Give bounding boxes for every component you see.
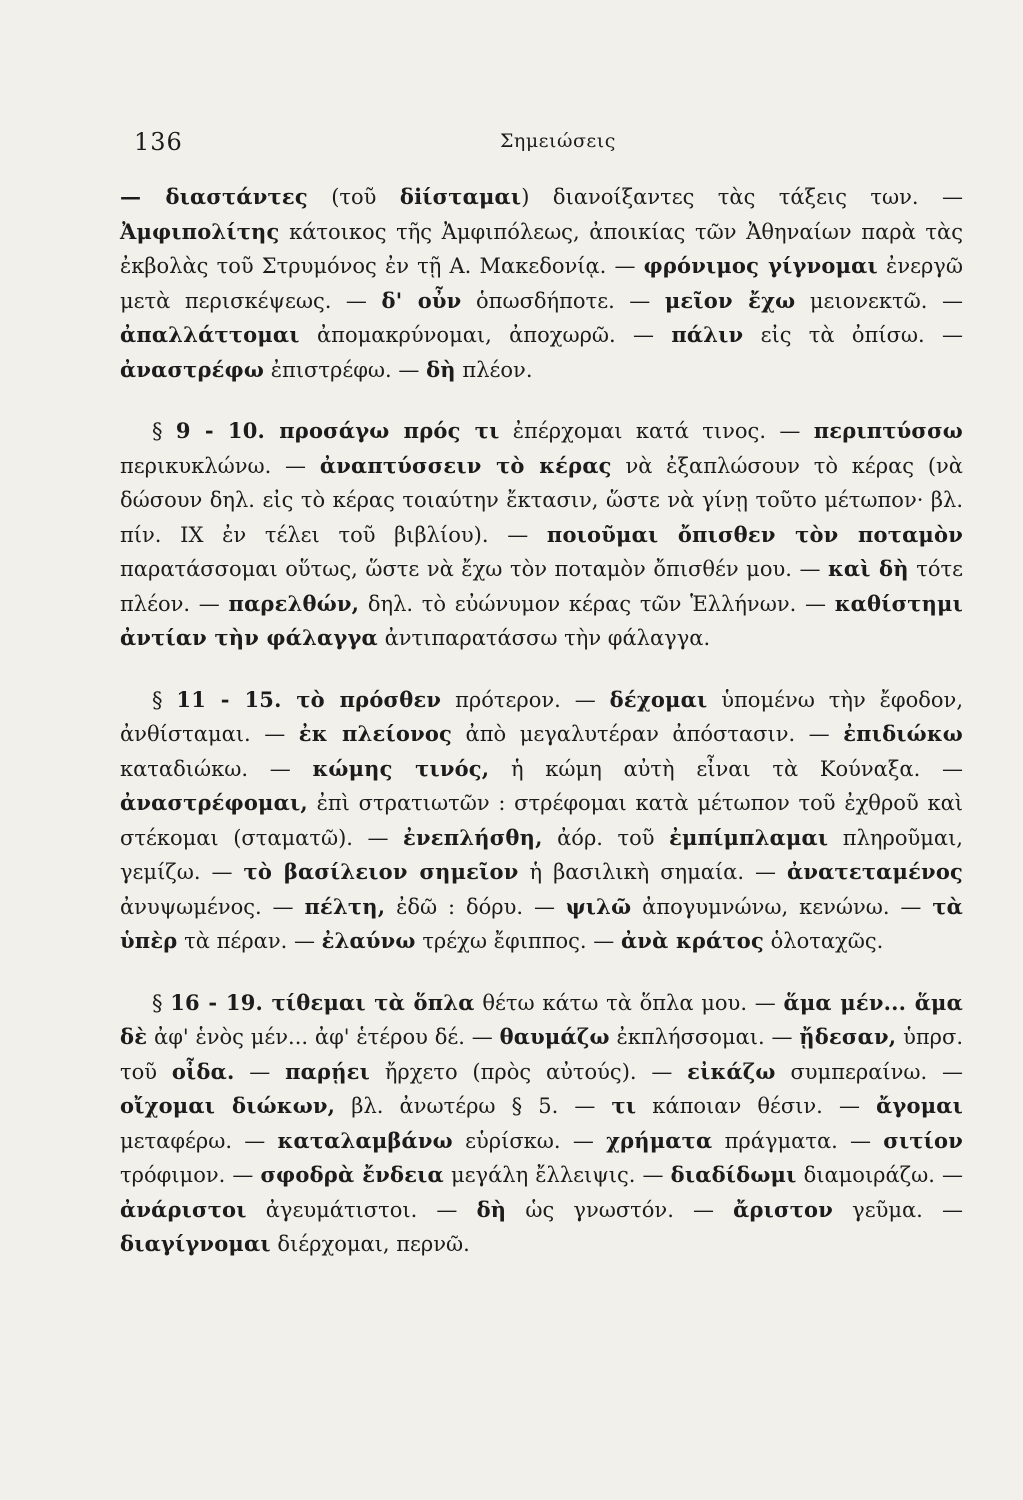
lemma-term: εἰκάζω <box>687 1058 776 1084</box>
gloss-text: ἀπομακρύνομαι, ἀποχωρῶ. — <box>299 323 672 347</box>
gloss-text: ἀπὸ μεγαλυτέραν ἀπόστασιν. — <box>452 722 844 746</box>
lemma-term: σφοδρὰ ἔνδεια <box>260 1162 444 1187</box>
lemma-term: 16 - 19. τίθεμαι τὰ ὅπλα <box>170 989 475 1015</box>
gloss-text: νὰ ἐξαπλώσουν τὸ κέρας (νὰ δώσουν δηλ. εἰς τὸ κέρας τοιαύτην ἔκτασιν, ὥστε νὰ γίνῃ τοῦτο μέτωπον· βλ. πίν. IX ἐν τέλει τοῦ βιβλίου). — <box>120 453 963 547</box>
gloss-text: ἐδῶ : δόρυ. — <box>385 894 566 919</box>
lemma-term: τὸ βασίλειον σημεῖον <box>243 859 519 884</box>
gloss-text: πληροῦμαι, γεμίζω. — <box>120 825 963 884</box>
gloss-text: ἐπὶ στρατιωτῶν : στρέφομαι κατὰ μέτωπον τοῦ ἐχθροῦ καὶ στέκομαι (σταματῶ). — <box>120 791 963 850</box>
lemma-term: ἀναστρέφω <box>120 356 265 382</box>
gloss-text: ) διανοίξαντες τὰς τάξεις των. — <box>521 185 963 209</box>
gloss-text: περικυκλώνω. — <box>120 453 320 478</box>
lemma-term: ἐπιδιώκω <box>843 721 963 746</box>
lemma-term: δὴ <box>426 356 456 382</box>
lemma-term: ἀνάριστοι <box>120 1196 247 1222</box>
lemma-term: δὴ <box>476 1196 507 1222</box>
lemma-term: ἄριστον <box>733 1196 834 1222</box>
lemma-term: οἶδα. <box>171 1058 235 1084</box>
lemma-term: φρόνιμος γίγνομαι <box>643 253 878 278</box>
gloss-text: μειονεκτῶ. — <box>795 288 963 313</box>
lemma-term: χρήματα <box>606 1127 713 1153</box>
gloss-text: ἀόρ. τοῦ <box>542 825 670 850</box>
gloss-text: ἐπιστρέφω. — <box>264 357 427 382</box>
lemma-term: διαδίδωμι <box>670 1162 797 1187</box>
gloss-text: εὑρίσκω. — <box>452 1128 607 1153</box>
gloss-text: δηλ. τὸ εὐώνυμον κέρας τῶν Ἑλλήνων. — <box>359 591 835 616</box>
lemma-term: 9 - 10. προσάγω πρός τι <box>175 418 500 443</box>
gloss-text: διαμοιράζω. — <box>796 1163 963 1187</box>
note-paragraph <box>120 986 963 1262</box>
gloss-text: τότε πλέον. — <box>120 557 963 616</box>
lemma-term: δiίσταμαι <box>399 184 522 209</box>
gloss-text: κάποιαν θέσιν. — <box>636 1094 877 1118</box>
lemma-term: ἀναστρέφομαι, <box>120 790 308 815</box>
lemma-term: διαγίγνομαι <box>120 1231 271 1256</box>
gloss-text: γεῦμα. — <box>833 1197 963 1222</box>
gloss-text: μεγάλη ἔλλειψις. — <box>443 1163 671 1187</box>
gloss-text: ἀνυψωμένος. — <box>120 894 305 919</box>
gloss-text: τρέχω ἔφιππος. — <box>415 929 621 953</box>
lemma-term: σιτίον <box>883 1127 964 1153</box>
lemma-term: δ' οὖν <box>381 287 462 313</box>
lemma-term: παρελθών, <box>228 590 360 616</box>
lemma-term: παρῄει <box>285 1058 371 1084</box>
gloss-text: καταδιώκω. — <box>120 756 313 781</box>
notes-body <box>120 180 963 1262</box>
note-paragraph <box>120 683 963 959</box>
gloss-text: ἐνεργῶ μετὰ περισκέψεως. — <box>120 254 963 313</box>
gloss-text: ὡς γνωστόν. — <box>506 1197 734 1222</box>
gloss-text: διέρχομαι, περνῶ. <box>270 1232 470 1256</box>
lemma-term: δέχομαι <box>609 686 708 712</box>
gloss-text: πράγματα. — <box>712 1128 884 1153</box>
lemma-term: ψιλῶ <box>565 893 632 919</box>
gloss-text: ἀπογυμνώνω, κενώνω. — <box>631 894 933 919</box>
gloss-text: ἀγευμάτιστοι. — <box>246 1197 477 1222</box>
lemma-term: 11 - 15. τὸ πρόσθεν <box>176 686 442 712</box>
lemma-term: ἄγομαι <box>876 1093 963 1118</box>
gloss-text: ἐπέρχομαι κατά τινος. — <box>499 419 814 443</box>
lemma-term: οἴχομαι διώκων, <box>120 1093 336 1118</box>
gloss-text: πρότερον. — <box>441 687 610 712</box>
lemma-term: κώμης τινός, <box>312 755 490 781</box>
lemma-term: περιπτύσσω <box>813 418 963 443</box>
gloss-text: § <box>152 419 176 443</box>
lemma-term: ἅμα μέν... ἅμα δὲ <box>120 989 963 1049</box>
page-number: 136 <box>134 128 183 156</box>
note-paragraph <box>120 414 963 656</box>
gloss-text: θέτω κάτω τὰ ὅπλα μου. — <box>474 990 784 1015</box>
gloss-text: τὰ πέραν. — <box>177 929 322 953</box>
lemma-term: ἐνεπλήσθη, <box>403 824 543 850</box>
running-head-title: Σημειώσεις <box>500 130 616 152</box>
gloss-text: ἐκπλήσσομαι. — <box>609 1025 800 1049</box>
note-paragraph <box>120 180 963 387</box>
running-head <box>120 128 963 168</box>
gloss-text: ἡ κώμη αὐτὴ εἶναι τὰ Κούναξα. — <box>489 756 963 781</box>
lemma-term: ἀνὰ κράτος <box>620 928 764 953</box>
lemma-term: καταλαμβάνω <box>277 1127 453 1153</box>
lemma-term: ἐλαύνω <box>321 928 416 953</box>
lemma-term: τι <box>611 1093 637 1118</box>
lemma-term: ᾔδεσαν, <box>799 1024 897 1049</box>
lemma-term: ἐκ πλείονος <box>298 721 453 746</box>
lemma-term: ἀπαλλάττομαι <box>120 322 300 347</box>
gloss-text: παρατάσσομαι οὕτως, ὥστε νὰ ἔχω τὸν ποταμὸν ὄπισθέν μου. — <box>120 557 828 581</box>
gloss-text: πλέον. <box>455 357 533 382</box>
lemma-term: θαυμάζω <box>499 1024 610 1049</box>
gloss-text: συμπεραίνω. — <box>775 1059 964 1084</box>
gloss-text: — <box>234 1059 286 1084</box>
lemma-term: μεῖον ἔχω <box>664 287 796 313</box>
gloss-text: βλ. ἀνωτέρω § 5. — <box>335 1094 612 1118</box>
gloss-text: ἡ βασιλικὴ σημαία. — <box>518 860 788 884</box>
gloss-text: κάτοικος τῆς Ἀμφιπόλεως, ἀποικίας τῶν Ἀθηναίων παρὰ τὰς ἐκβολὰς τοῦ Στρυμόνος ἐν τῇ Α. Μακεδονίᾳ. — <box>120 219 963 278</box>
gloss-text: ἤρχετο (πρὸς αὐτούς). — <box>370 1059 688 1084</box>
lemma-term: καὶ δὴ <box>827 556 909 581</box>
lemma-term: ἀνατεταμένος <box>787 859 964 884</box>
lemma-term: καθίστημι ἀντίαν τὴν φάλαγγα <box>120 590 963 650</box>
gloss-text: (τοῦ <box>307 185 400 209</box>
gloss-text: μεταφέρω. — <box>120 1128 278 1153</box>
lemma-term: πέλτη, <box>304 893 386 919</box>
lemma-term: — διαστάντες <box>120 184 308 209</box>
gloss-text: ὑπομένω τὴν ἔφοδον, ἀνθίσταμαι. — <box>120 687 963 746</box>
gloss-text: εἰς τὰ ὀπίσω. — <box>743 323 963 347</box>
gloss-text: ἀντιπαρατάσσω τὴν φάλαγγα. <box>377 626 711 650</box>
lemma-term: Ἀμφιπολίτης <box>120 218 280 244</box>
gloss-text: τρόφιμον. — <box>120 1163 261 1187</box>
lemma-term: ἐμπίμπλαμαι <box>669 824 829 850</box>
gloss-text: ὑπρσ. τοῦ <box>120 1025 963 1084</box>
gloss-text: ἀφ' ἑνὸς μέν... ἀφ' ἑτέρου δέ. — <box>147 1025 500 1049</box>
lemma-term: πάλιν <box>671 322 744 347</box>
gloss-text: § <box>152 687 177 712</box>
gloss-text: ὁλοταχῶς. <box>763 929 884 953</box>
gloss-text: ὁπωσδήποτε. — <box>461 288 665 313</box>
lemma-term: τὰ ὑπὲρ <box>120 893 964 953</box>
lemma-term: ποιοῦμαι ὄπισθεν τὸν ποταμὸν <box>546 521 963 547</box>
gloss-text: § <box>152 990 171 1015</box>
lemma-term: ἀναπτύσσειν τὸ κέρας <box>319 452 612 478</box>
